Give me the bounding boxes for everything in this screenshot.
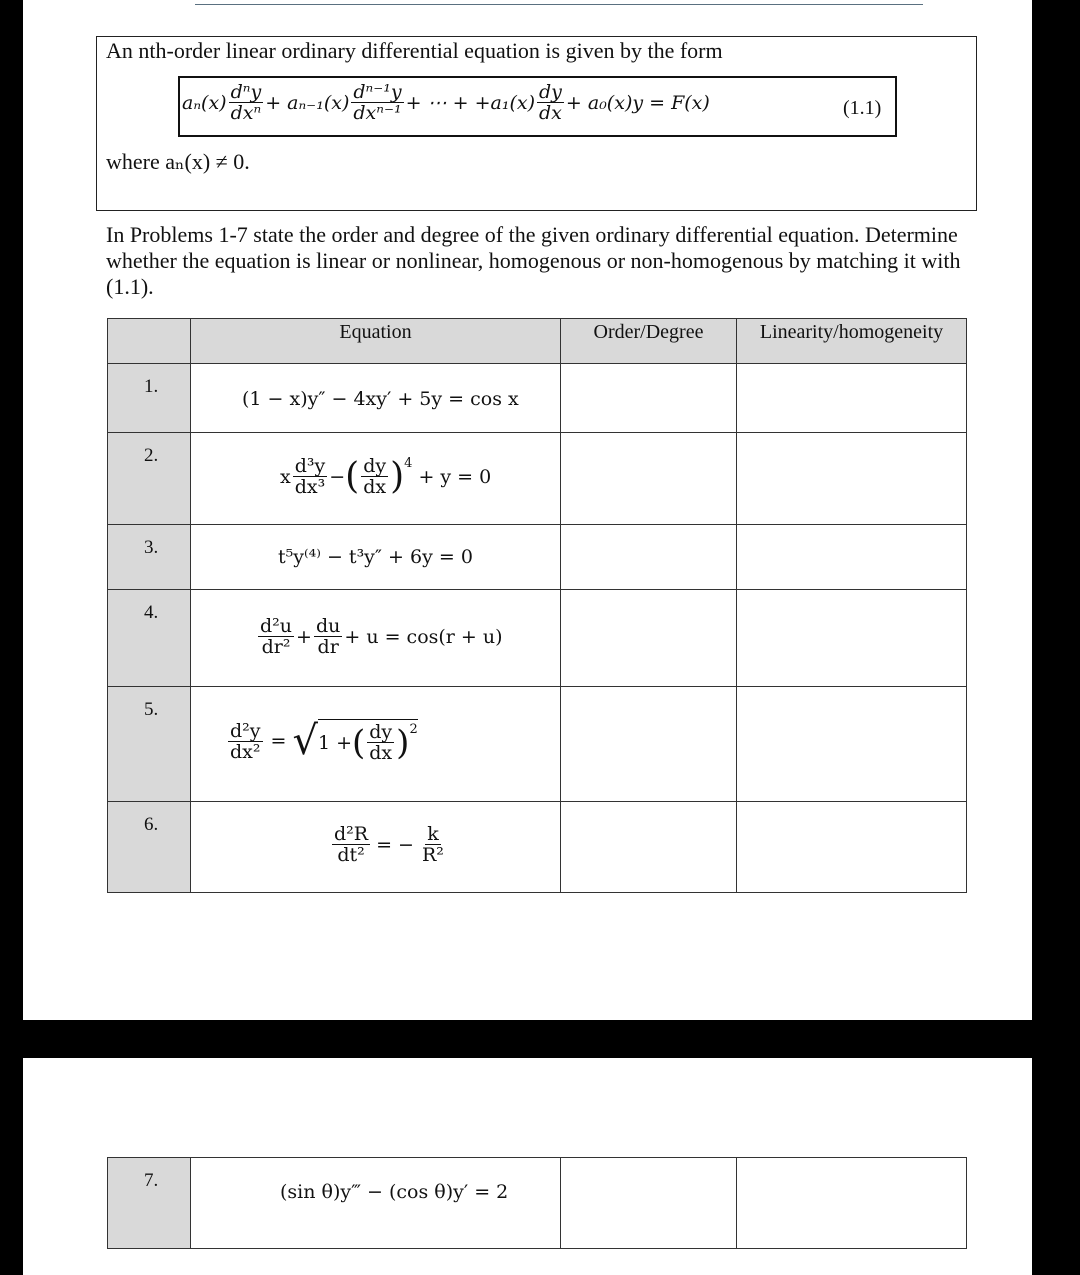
equation-7: (sin θ)y‴ − (cos θ)y′ = 2 [280,1181,509,1203]
equation-2: x $\frac{\text{d³y}}{\text{dx³}}$ − ( $\frac{dy}{dx}$ ) $^4$ + y = 0 [280,455,492,498]
equation-cell [190,1157,561,1249]
row-number-cell: 7. [107,1157,191,1249]
eq-num: du [315,615,341,637]
instructions: In Problems 1-7 state the order and degree of the given ordinary differential equation. Determine whether the equation is linear or nonlinear, homogenous or non-homogenous by matching it with (1.1). [106,222,961,299]
linearity-cell[interactable] [736,686,967,802]
header-equation: Equation [190,318,561,364]
equation-4 [256,616,503,657]
eq-den: dx [363,476,387,498]
condition: where aₙ(x) ≠ 0. [106,149,250,174]
eq-term: + a₀(x)y = F(x) [565,91,710,114]
row-number-cell: 3. [107,524,191,590]
linearity-cell[interactable] [736,432,967,525]
eq-term: 1 + [317,731,352,754]
eq-den: dx³ [294,476,326,498]
linearity-cell[interactable] [736,363,967,433]
eq-term: − [329,465,346,488]
eq-num: dⁿy [230,81,262,103]
eq-den: dx² [230,740,261,763]
divider [195,4,923,5]
eq-num: k [427,823,439,845]
header-order-degree: Order/Degree [560,318,737,364]
eq-den: dr² [261,636,291,658]
order-degree-cell[interactable] [560,589,737,687]
order-degree-cell[interactable] [560,1157,737,1249]
eq-num: dy [369,721,393,743]
eq-num: d²R [334,823,369,845]
order-degree-cell[interactable] [560,524,737,590]
eq-num: dy [539,81,562,103]
order-degree-cell[interactable] [560,432,737,525]
eq-den: dx [369,742,393,764]
eq-den: dx [539,102,562,124]
order-degree-cell[interactable] [560,686,737,802]
row-number-cell: 2. [107,432,191,525]
equation-3: t⁵y⁽⁴⁾ − t³y″ + 6y = 0 [278,546,473,568]
header-num [107,318,191,364]
row-number-cell: 5. [107,686,191,802]
eq-den: R² [421,844,444,866]
eq-den: dr [317,636,339,658]
eq-num: dy [363,455,387,477]
eq-den: dt² [337,844,365,866]
eq-term: + y = 0 [418,465,492,488]
equation-5: $\frac{\text{d²y}}{\text{dx²}}$ = √ 1 + ( $\frac{dy}{dx}$ ) $^2$ [230,718,418,764]
sqrt-icon: √ [292,718,318,764]
row-number-cell: 6. [107,801,191,893]
eq-exp: 4 [404,456,413,471]
eq-den: dxⁿ [230,102,262,124]
equation-number: (1.1) [843,97,882,119]
eq-term: + u = cos(r + u) [344,625,503,648]
eq-term: = − [376,833,414,856]
row-number-cell: 4. [107,589,191,687]
general-equation [182,82,710,123]
eq-term: aₙ(x) [182,91,227,114]
eq-den: dxⁿ⁻¹ [353,102,402,124]
equation-1: (1 − x)y″ − 4xy′ + 5y = cos x [242,388,519,410]
order-degree-cell[interactable] [560,363,737,433]
equation-6 [330,824,448,865]
linearity-cell[interactable] [736,589,967,687]
linearity-cell[interactable] [736,524,967,590]
eq-num: d²y [230,719,261,742]
eq-num: d³y [294,455,326,477]
linearity-cell[interactable] [736,1157,967,1249]
eq-term: + ⋯ + +a₁(x) [405,91,535,114]
header-linearity: Linearity/homogeneity [736,318,967,364]
eq-exp: 2 [409,722,418,737]
row-number-cell: 1. [107,363,191,433]
eq-term: = [270,730,287,752]
order-degree-cell[interactable] [560,801,737,893]
eq-num: dⁿ⁻¹y [353,81,402,103]
eq-term: + [296,625,312,648]
definition-intro: An nth-order linear ordinary differential equation is given by the form [106,38,723,63]
eq-num: d²u [260,615,293,637]
eq-term: x [280,465,291,488]
eq-term: + aₙ₋₁(x) [265,91,350,114]
linearity-cell[interactable] [736,801,967,893]
